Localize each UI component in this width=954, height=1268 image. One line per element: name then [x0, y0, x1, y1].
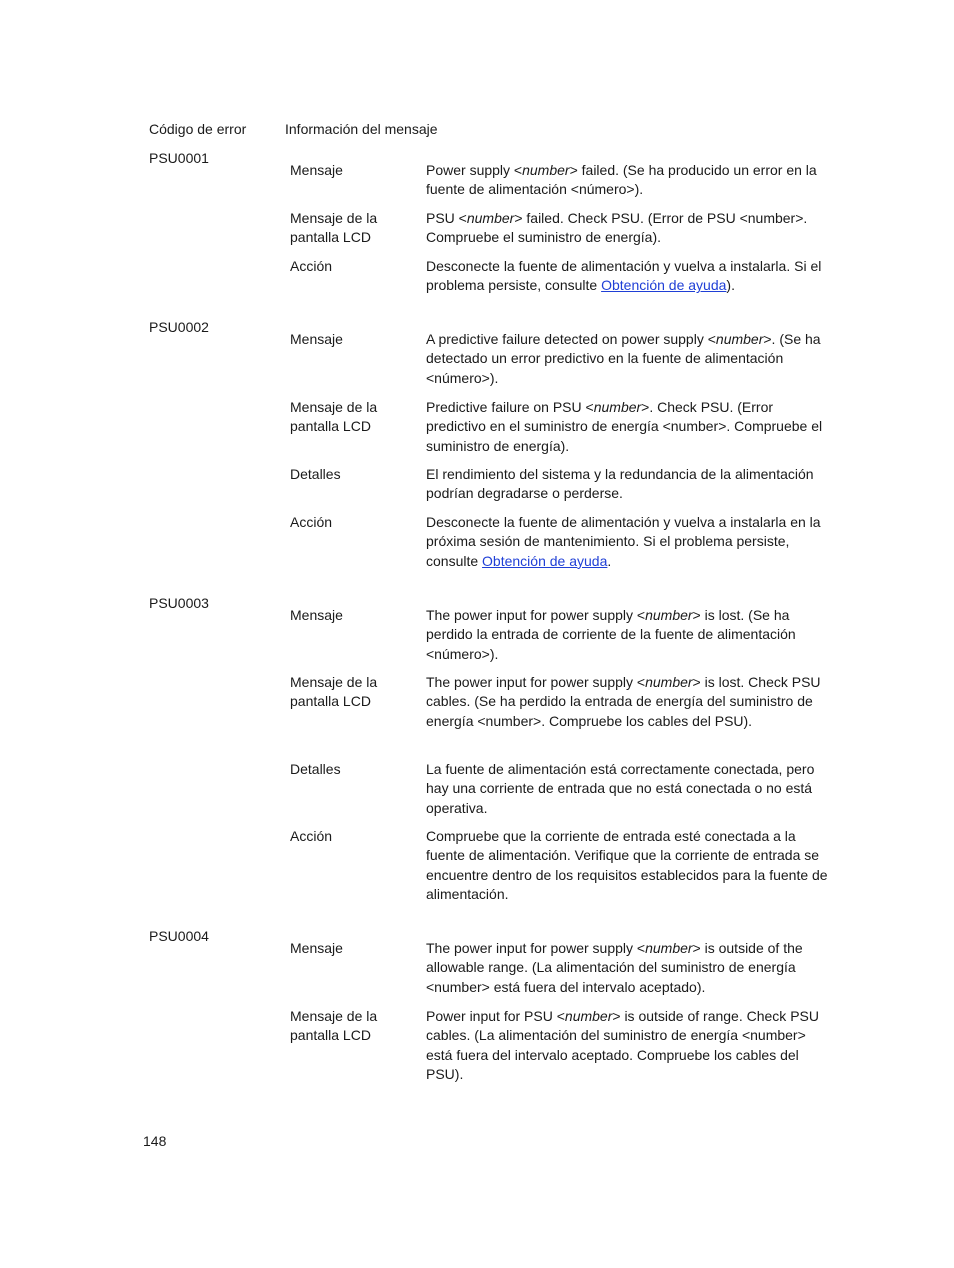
- row-label: Mensaje de la pantalla LCD: [290, 674, 378, 710]
- text-segment: > is lost. (Se ha perdido la entrada de corriente de la fuente de alimentación <número>).: [426, 607, 796, 662]
- placeholder-text: number: [645, 674, 693, 690]
- column-header-message-info: Información del mensaje: [285, 121, 438, 137]
- placeholder-text: number: [715, 331, 764, 347]
- row-label: Acción: [290, 258, 333, 274]
- text-segment: > is outside of the allowable range. (La alimentación del suministro de energía <number> está fuera del intervalo aceptado).: [426, 940, 803, 995]
- row-label: Mensaje: [290, 331, 343, 347]
- row-text: [426, 465, 831, 504]
- text-segment: >. (Se ha detectado un error predictivo en la fuente de alimentación <número>).: [426, 331, 821, 386]
- text-segment: Predictive failure on PSU <: [426, 399, 594, 415]
- help-link[interactable]: Obtención de ayuda: [482, 552, 608, 569]
- row-label: Mensaje de la pantalla LCD: [290, 399, 378, 435]
- text-segment: > failed. Check PSU. (Error de PSU <number>. Compruebe el suministro de energía).: [426, 210, 808, 246]
- placeholder-text: number: [593, 399, 642, 415]
- row-text: [426, 1007, 831, 1084]
- text-segment: PSU <: [426, 210, 467, 226]
- placeholder-text: number: [564, 1008, 613, 1024]
- text-segment: > is lost. Check PSU cables. (Se ha perdido la entrada de energía del suministro de energía <number>. Compruebe los cables del PSU).: [426, 674, 821, 729]
- row-text: [426, 827, 831, 904]
- row-label: Acción: [290, 828, 333, 844]
- row-label: Mensaje: [290, 162, 343, 178]
- row-label: Detalles: [290, 761, 341, 777]
- error-code-psu0003: PSU0003: [149, 595, 209, 611]
- placeholder-text: number: [645, 607, 693, 623]
- placeholder-text: number: [522, 162, 570, 178]
- text-segment: El rendimiento del sistema y la redundancia de la alimentación podrían degradarse o perderse.: [426, 466, 814, 502]
- row-text: [426, 673, 831, 731]
- text-segment: Desconecte la fuente de alimentación y vuelva a instalarla en la próxima sesión de mantenimiento. Si el problema persiste, consulte: [426, 514, 821, 569]
- row-text: [426, 513, 831, 571]
- text-segment: > is outside of range. Check PSU cables. (La alimentación del suministro de energía <number> está fuera del intervalo aceptado. Compruebe los cables del PSU).: [426, 1008, 819, 1082]
- text-segment: > failed. (Se ha producido un error en la fuente de alimentación <número>).: [426, 162, 817, 198]
- text-segment: ).: [726, 277, 735, 294]
- row-text: [426, 209, 831, 248]
- row-label: Mensaje de la pantalla LCD: [290, 1008, 378, 1044]
- text-segment: Compruebe que la corriente de entrada esté conectada a la fuente de alimentación. Verifique que la corriente de entrada se encuentre dentro de los requisitos establecidos para la fuente de alimentación.: [426, 828, 828, 902]
- row-text: [426, 398, 831, 456]
- row-text: [426, 760, 831, 818]
- text-segment: A predictive failure detected on power supply <: [426, 331, 716, 347]
- row-label: Acción: [290, 514, 333, 530]
- row-text: [426, 330, 831, 388]
- column-header-error-code: Código de error: [149, 121, 247, 137]
- row-text: [426, 606, 831, 664]
- text-segment: The power input for power supply <: [426, 940, 646, 956]
- row-text: [426, 939, 831, 997]
- text-segment: La fuente de alimentación está correctamente conectada, pero hay una corriente de entrada que no está conectada o no está operativa.: [426, 761, 815, 816]
- text-segment: The power input for power supply <: [426, 674, 646, 690]
- row-text: [426, 257, 831, 296]
- placeholder-text: number: [645, 940, 693, 956]
- error-code-psu0002: PSU0002: [149, 319, 209, 335]
- row-label: Mensaje: [290, 940, 343, 956]
- text-segment: The power input for power supply <: [426, 607, 646, 623]
- text-segment: Power supply <: [426, 162, 523, 178]
- row-text: [426, 161, 831, 200]
- help-link[interactable]: Obtención de ayuda: [601, 277, 727, 294]
- text-segment: .: [607, 552, 612, 569]
- error-code-psu0004: PSU0004: [149, 928, 209, 944]
- placeholder-text: number: [466, 210, 515, 226]
- row-label: Mensaje de la pantalla LCD: [290, 210, 378, 246]
- row-label: Detalles: [290, 466, 341, 482]
- text-segment: Desconecte la fuente de alimentación y vuelva a instalarla. Si el problema persiste, consulte: [426, 258, 822, 294]
- error-code-psu0001: PSU0001: [149, 150, 209, 166]
- row-label: Mensaje: [290, 607, 343, 623]
- text-segment: >. Check PSU. (Error predictivo en el suministro de energía <number>. Compruebe el suministro de energía).: [426, 399, 823, 454]
- page-number: 148: [143, 1133, 167, 1149]
- text-segment: Power input for PSU <: [426, 1008, 565, 1024]
